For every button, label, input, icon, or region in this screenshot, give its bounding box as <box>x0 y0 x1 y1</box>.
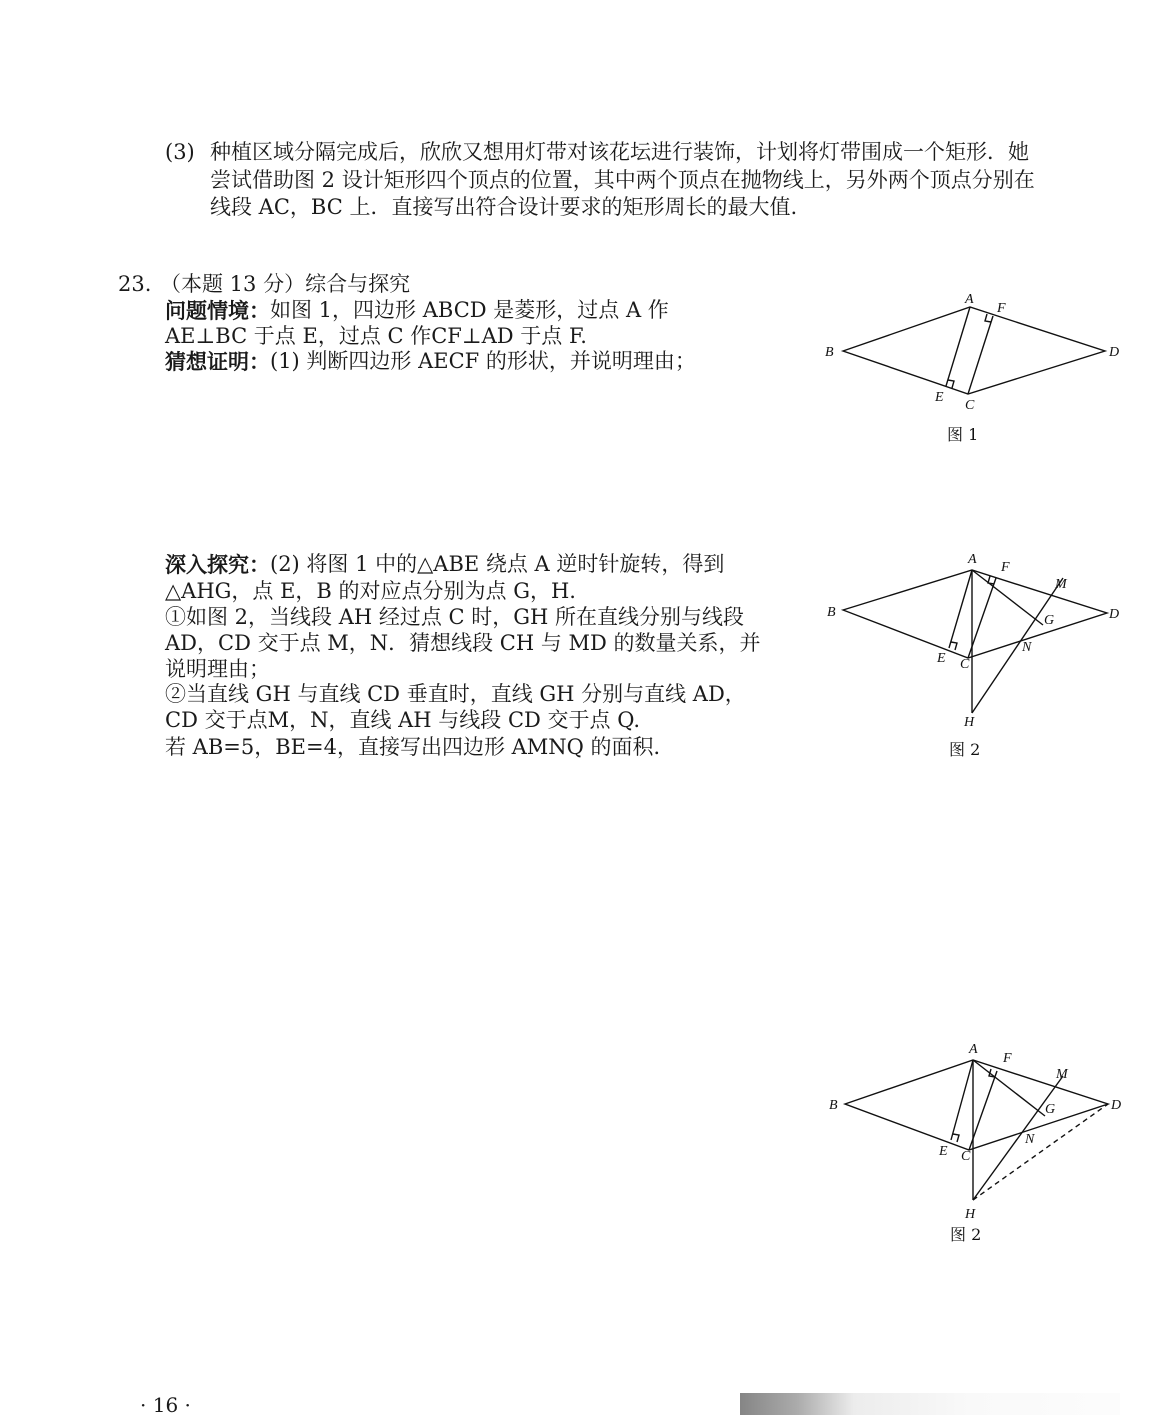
fig1-label-c: C <box>965 398 975 413</box>
q23-sub2-line3: 若 AB=5，BE=4，直接写出四边形 AMNQ 的面积． <box>165 735 675 759</box>
fig2-label-h: H <box>964 715 975 730</box>
segment-cf <box>968 316 993 394</box>
segment-ae <box>946 307 970 386</box>
fig3-label-h: H <box>965 1207 976 1222</box>
fig3-label-c: C <box>961 1149 971 1164</box>
q22-part3-line3: 线段 AC，BC 上．直接写出符合设计要求的矩形周长的最大值. <box>210 195 798 219</box>
fig1-caption: 图 1 <box>947 425 979 444</box>
q23-header: （本题 13 分）综合与探究 <box>160 272 411 296</box>
q23-sub1-line2: AD，CD 交于点 M，N．猜想线段 CH 与 MD 的数量关系，并 <box>165 631 761 655</box>
rhombus-abcd <box>843 570 1107 658</box>
rhombus-abcd <box>843 307 1105 394</box>
right-angle-e <box>951 642 957 650</box>
fig2-label-d: D <box>1109 607 1120 622</box>
q23-explore-line2: △AHG，点 E，B 的对应点分别为点 G，H. <box>165 579 576 603</box>
fig1-label-b: B <box>825 345 834 360</box>
rhombus-abcd <box>845 1060 1108 1150</box>
segment-gh-line <box>972 578 1063 713</box>
q23-number: 23. <box>118 272 152 296</box>
q23-conjecture: (1) 判断四边形 AECF 的形状，并说明理由； <box>270 349 696 373</box>
fig3-caption: 图 2 <box>950 1225 982 1244</box>
fig2-caption: 图 2 <box>949 740 981 759</box>
fig3-label-a: A <box>969 1042 978 1057</box>
figure-3-diagram <box>815 1040 1135 1255</box>
fig2-label-c: C <box>960 657 970 672</box>
q23-situation-line1: 如图 1，四边形 ABCD 是菱形，过点 A 作 <box>270 298 669 322</box>
fig1-label-a: A <box>965 292 974 307</box>
fig2-label-f: F <box>1001 560 1010 575</box>
fig2-label-b: B <box>827 605 836 620</box>
q23-sub1-line1: ①如图 2，当线段 AH 经过点 C 时，GH 所在直线分别与线段 <box>165 605 745 629</box>
fig1-label-e: E <box>935 390 944 405</box>
segment-hd-dashed <box>973 1104 1108 1200</box>
q23-situation-label: 问题情境： <box>165 298 270 323</box>
figure-2-diagram <box>815 550 1135 765</box>
q23-explore-line1: (2) 将图 1 中的△ABE 绕点 A 逆时针旋转，得到 <box>270 552 725 576</box>
q23-situation-line2: AE⊥BC 于点 E，过点 C 作CF⊥AD 于点 F. <box>165 324 587 348</box>
fig3-label-b: B <box>829 1098 838 1113</box>
fig3-label-d: D <box>1111 1098 1122 1113</box>
page-number: · 16 · <box>140 1393 191 1417</box>
fig2-label-m: M <box>1055 577 1067 592</box>
fig3-label-m: M <box>1056 1067 1068 1082</box>
q23-sub2-line1: ②当直线 GH 与直线 CD 垂直时，直线 GH 分别与直线 AD， <box>165 682 746 706</box>
fig1-label-f: F <box>997 301 1006 316</box>
q23-explore-label: 深入探究： <box>165 552 270 577</box>
q23-conjecture-label: 猜想证明： <box>165 349 270 374</box>
fig2-label-a: A <box>968 552 977 567</box>
watermark-smear <box>740 1393 1120 1415</box>
fig3-label-f: F <box>1003 1051 1012 1066</box>
right-angle-f <box>985 314 991 322</box>
fig2-label-e: E <box>937 651 946 666</box>
figure-1-diagram <box>815 285 1135 455</box>
q22-part3-label: (3) <box>165 140 195 164</box>
fig3-label-g: G <box>1045 1102 1056 1117</box>
right-angle-e <box>953 1134 959 1142</box>
fig2-label-n: N <box>1022 640 1032 655</box>
segment-ae <box>951 1060 973 1140</box>
fig3-label-n: N <box>1025 1132 1035 1147</box>
segment-ae <box>949 570 972 648</box>
q22-part3-line1: 种植区域分隔完成后，欣欣又想用灯带对该花坛进行装饰，计划将灯带围成一个矩形．她 <box>210 140 1029 164</box>
fig1-label-d: D <box>1109 345 1120 360</box>
fig3-label-e: E <box>939 1144 948 1159</box>
q23-sub1-line3: 说明理由； <box>165 657 270 681</box>
q23-sub2-line2: CD 交于点M，N，直线 AH 与线段 CD 交于点 Q. <box>165 708 641 732</box>
q22-part3-line2: 尝试借助图 2 设计矩形四个顶点的位置，其中两个顶点在抛物线上，另外两个顶点分别在 <box>210 168 1035 192</box>
fig2-label-g: G <box>1044 613 1055 628</box>
